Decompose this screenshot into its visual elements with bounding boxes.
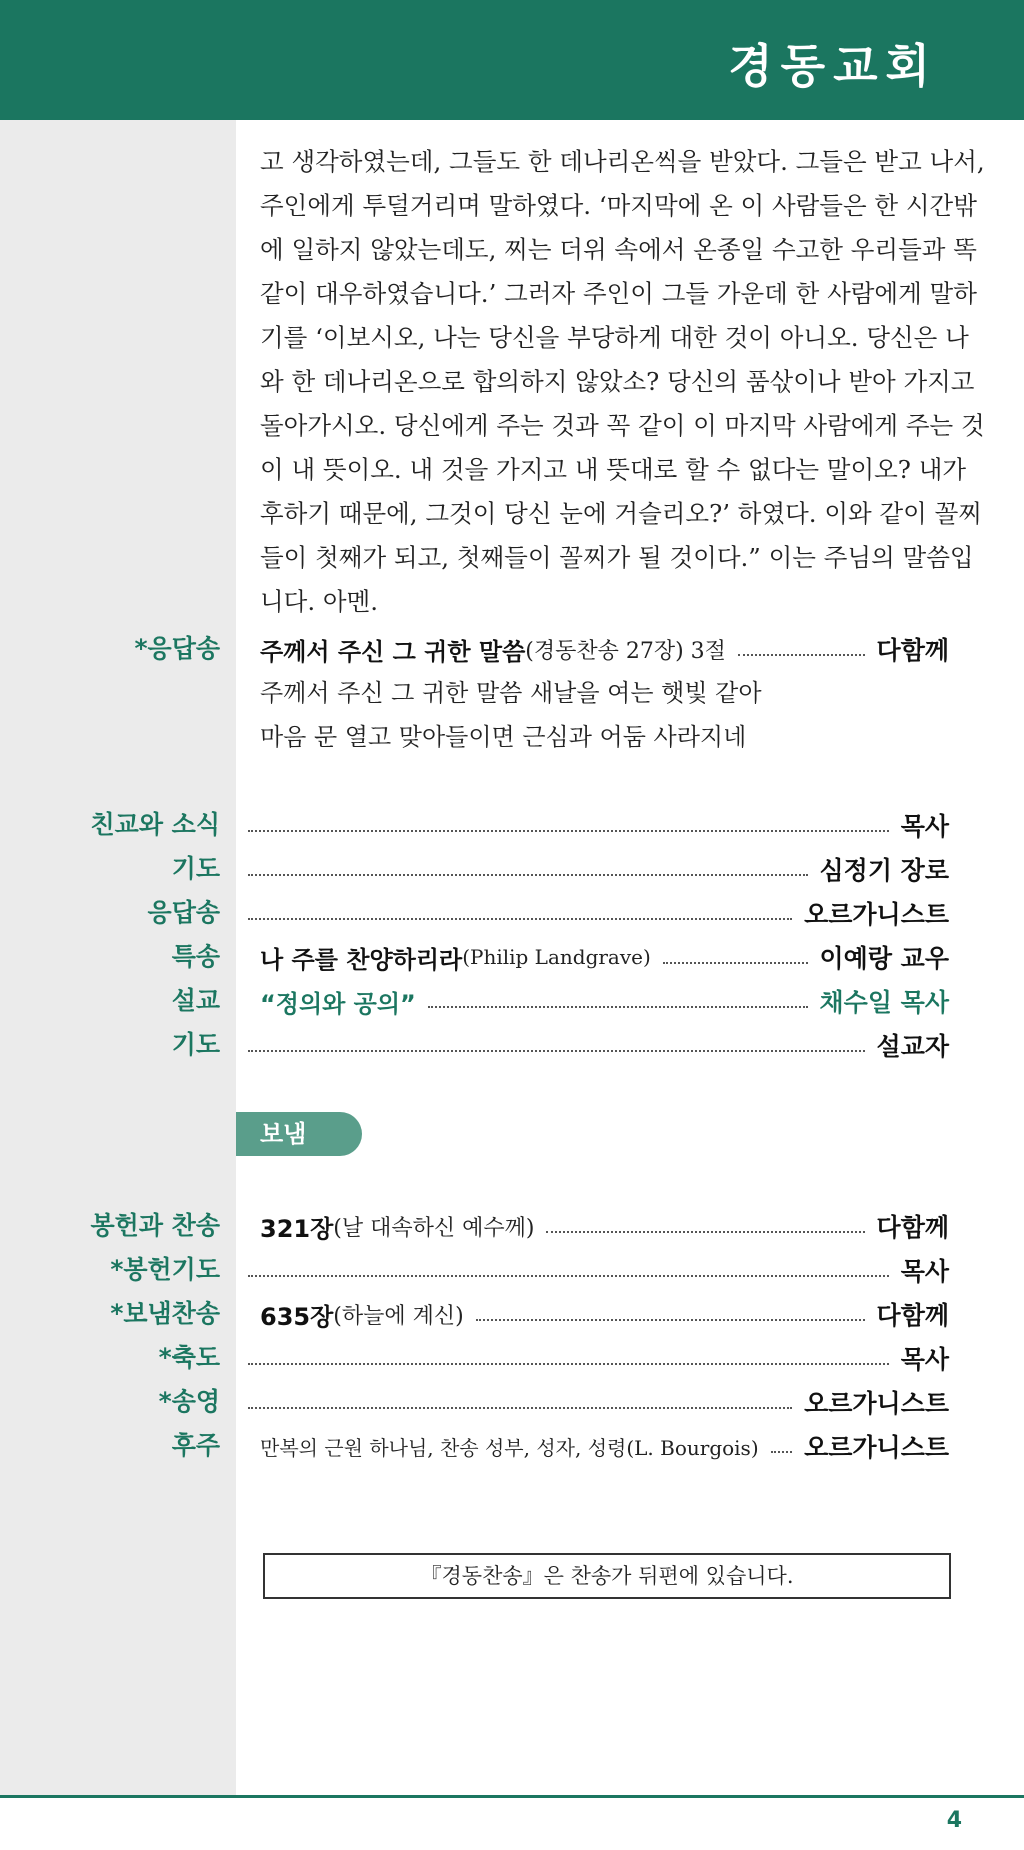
row-label: 친교와 소식 (90, 810, 220, 839)
row-content (236, 1248, 949, 1292)
section-heading-sending: 보냄 (236, 1112, 362, 1156)
row-content (236, 847, 949, 891)
lyrics-line: 주께서 주신 그 귀한 말씀 새날을 여는 햇빛 같아 (260, 679, 762, 707)
leader-dots (428, 1006, 808, 1008)
hymn-title: 주께서 주신 그 귀한 말씀 (260, 637, 526, 666)
row-content (260, 627, 949, 671)
leader-dots (476, 1319, 865, 1321)
performer: 이예랑 교우 (819, 944, 949, 973)
row-label: *봉헌기도 (110, 1255, 220, 1284)
row-label: 응답송 (147, 898, 220, 927)
scripture-line: 후하기 때문에, 그것이 당신 눈에 거슬리오?’ 하였다. 이와 같이 꼴찌 (260, 499, 982, 528)
sending-row-benediction (0, 1336, 1024, 1380)
scripture-line: 돌아가시오. 당신에게 주는 것과 꼭 같이 이 마지막 사람에게 주는 것 (260, 411, 985, 440)
leader-dots (248, 1407, 792, 1409)
sending-row-offering (0, 1204, 1024, 1248)
preacher: 채수일 목사 (819, 988, 949, 1017)
row-label: 기도 (171, 854, 220, 883)
sending-row-offering-prayer (0, 1248, 1024, 1292)
row-content (260, 935, 949, 979)
performer: 오르가니스트 (804, 900, 949, 929)
sending-row-postlude (0, 1424, 1024, 1468)
hymn-number: (경동찬송 27장) 3절 (525, 638, 726, 664)
leader-dots (248, 830, 889, 832)
header-bar (0, 0, 1024, 120)
church-name: 경동교회 (728, 39, 938, 93)
hymn-number: 635장 (260, 1302, 334, 1331)
scripture-line: 같이 대우하였습니다.’ 그러자 주인이 그들 가운데 한 사람에게 말하 (260, 279, 977, 308)
performer: 다함께 (876, 1213, 949, 1242)
row-content (260, 1292, 949, 1336)
order-row-fellowship (0, 803, 1024, 847)
scripture-line: 에 일하지 않았는데도, 찌는 더위 속에서 온종일 수고한 우리들과 똑 (260, 235, 977, 264)
composer: (Philip Landgrave) (462, 945, 651, 969)
scripture-line: 들이 첫째가 되고, 첫째들이 꼴찌가 될 것이다.” 이는 주님의 말씀입 (260, 543, 974, 572)
performer: 목사 (900, 1345, 949, 1374)
hymn-title: (날 대속하신 예수께) (333, 1215, 535, 1241)
row-content (236, 1380, 949, 1424)
performer: 목사 (900, 1257, 949, 1286)
row-content (260, 979, 949, 1023)
row-content (236, 891, 949, 935)
leader-dots (738, 654, 865, 656)
sending-row-doxology (0, 1380, 1024, 1424)
scripture-line: 고 생각하였는데, 그들도 한 데나리온씩을 받았다. 그들은 받고 나서, (260, 147, 985, 176)
order-row-closing-prayer (0, 1023, 1024, 1067)
leader-dots (663, 962, 808, 964)
order-row-response (0, 891, 1024, 935)
leader-dots (248, 874, 808, 876)
row-label: *송영 (158, 1387, 220, 1416)
row-label: 후주 (171, 1431, 220, 1460)
scripture-line: 주인에게 투덜거리며 말하였다. ‘마지막에 온 이 사람들은 한 시간밖 (260, 191, 977, 220)
scripture-text (260, 140, 985, 624)
row-label: *보냄찬송 (110, 1299, 220, 1328)
performer: 설교자 (876, 1032, 949, 1061)
lyrics-line: 마음 문 열고 맞아들이면 근심과 어둠 사라지네 (260, 723, 747, 751)
row-label: *축도 (158, 1343, 220, 1372)
performer: 다함께 (876, 636, 949, 665)
hymn-title: (하늘에 계신) (333, 1303, 464, 1329)
footer-rule (0, 1795, 1024, 1798)
performer: 다함께 (876, 1301, 949, 1330)
song-title: 나 주를 찬양하리라 (260, 945, 463, 974)
leader-dots (771, 1451, 792, 1453)
scripture-line: 니다. 아멘. (260, 587, 379, 616)
leader-dots (248, 1275, 889, 1277)
row-label: 기도 (171, 1030, 220, 1059)
postlude-piece: 만복의 근원 하나님, 찬송 성부, 성자, 성령(L. Bourgois) (260, 1435, 759, 1460)
scripture-line: 이 내 뜻이오. 내 것을 가지고 내 뜻대로 할 수 없다는 말이오? 내가 (260, 455, 967, 484)
row-content (236, 803, 949, 847)
leader-dots (248, 1050, 865, 1052)
performer: 목사 (900, 812, 949, 841)
response-song-row (0, 627, 1024, 671)
row-content (260, 1204, 949, 1248)
scripture-line: 와 한 데나리온으로 합의하지 않았소? 당신의 품삯이나 받아 가지고 (260, 367, 975, 396)
sermon-title: “정의와 공의” (260, 989, 416, 1018)
order-row-prayer (0, 847, 1024, 891)
scripture-line: 기를 ‘이보시오, 나는 당신을 부당하게 대한 것이 아니오. 당신은 나 (260, 323, 969, 352)
row-label: 설교 (171, 986, 220, 1015)
performer: 오르가니스트 (804, 1433, 949, 1462)
order-row-special-song (0, 935, 1024, 979)
row-label: 특송 (171, 942, 220, 971)
order-row-sermon (0, 979, 1024, 1023)
hymnal-notice-box: 『경동찬송』은 찬송가 뒤편에 있습니다. (263, 1553, 951, 1599)
row-content (236, 1336, 949, 1380)
row-label: *응답송 (134, 634, 220, 663)
row-content (236, 1023, 949, 1067)
hymn-number: 321장 (260, 1214, 334, 1243)
page-number: 4 (946, 1808, 962, 1833)
leader-dots (248, 1363, 889, 1365)
row-label: 봉헌과 찬송 (90, 1211, 220, 1240)
sending-row-sending-hymn (0, 1292, 1024, 1336)
leader-dots (546, 1231, 864, 1233)
row-content (260, 1424, 949, 1468)
performer: 심정기 장로 (819, 856, 949, 885)
performer: 오르가니스트 (804, 1389, 949, 1418)
leader-dots (248, 918, 792, 920)
